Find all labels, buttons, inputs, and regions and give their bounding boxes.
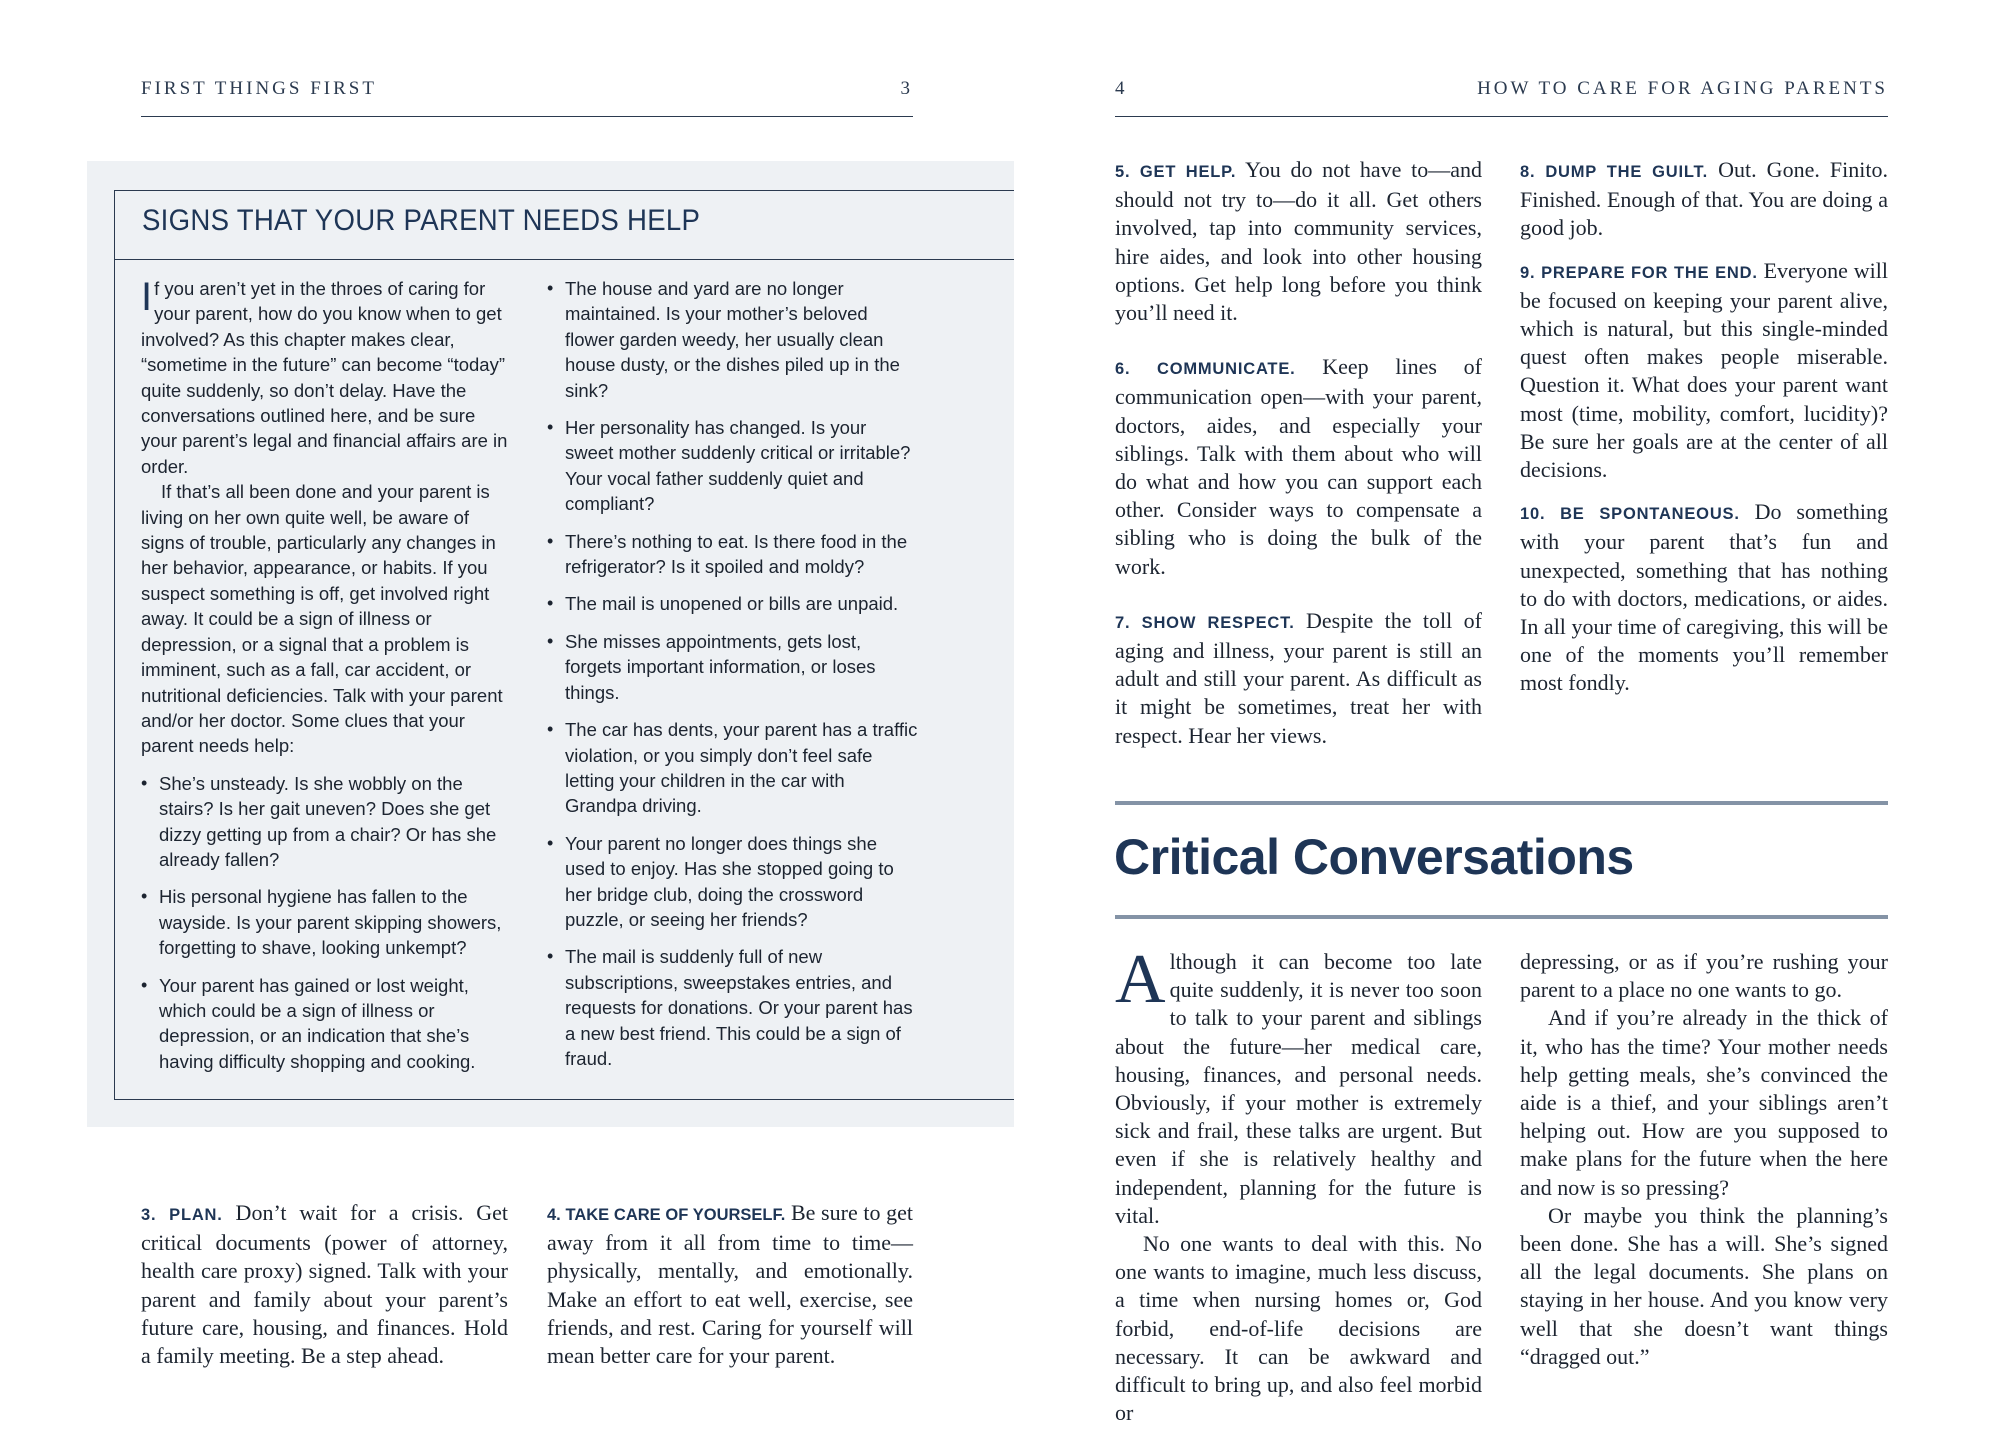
item-10-lead: 10. BE SPONTANEOUS.: [1520, 505, 1740, 524]
item-4-lead: 4. TAKE CARE OF YOURSELF.: [547, 1206, 786, 1224]
sidebar-bullet-list-2: [547, 276, 919, 1071]
section-paragraph-2-continued: depressing, or as if you’re rushing your parent to a place no one wants to go.: [1520, 949, 1888, 1003]
item-5-lead: 5. GET HELP.: [1115, 163, 1237, 181]
item-3-paragraph: [141, 1199, 508, 1370]
left-running-title: FIRST THINGS FIRST: [141, 78, 377, 99]
right-page-number: 4: [1115, 78, 1128, 99]
list-item: • The car has dents, your parent has a traffic violation, or you simply don’t feel safe letting your children in the car with Grandpa driving.: [547, 719, 918, 817]
sidebar-column-1: [141, 276, 511, 1086]
item-10-paragraph: [1520, 498, 1888, 697]
item-6-paragraph: [1115, 353, 1482, 581]
section-rule-bottom: [1115, 915, 1888, 919]
item-3-text: Don’t wait for a crisis. Get critical documents (power of attorney, health care proxy) signed. Talk with your parent and family about your parent’s future care, housing, and finances. Hold a family meeting. Be a step ahead.: [141, 1200, 508, 1369]
bullet-icon: •: [141, 772, 148, 793]
bullet-icon: •: [141, 974, 148, 995]
section-dropcap: A: [1115, 941, 1166, 1018]
item-9-text: Everyone will be focused on keeping your parent alive, which is natural, but this single-minded quest often makes people miserable. Question it. What does your parent want most (time, mobility, comfort, lucidity)? Be sure her goals are at the center of all decisions.: [1520, 257, 1888, 483]
item-8-paragraph: [1520, 156, 1888, 243]
list-item: • She misses appointments, gets lost, forgets important information, or loses things.: [547, 630, 876, 703]
section-paragraph-1: Although it can become too late quite suddenly, it is never too soon to talk to your parent and siblings about the future—her medical care, housing, finances, and personal needs. Obviously, if your mother is extremely sick and frail, these talks are urgent. But even if she is relatively healthy and independent, planning for the future is vital.: [1115, 941, 1482, 1228]
item-7-paragraph: [1115, 607, 1482, 750]
list-item: • The mail is suddenly full of new subscriptions, sweepstakes entries, and requests for donations. Or your parent has a new best friend. This could be a sign of fraud.: [547, 946, 913, 1069]
item-10-text: Do something with your parent that’s fun and unexpected, something that has nothing to do with doctors, medications, or aides. In all your time of caregiving, this will be one of the moments you’ll remember most fondly.: [1520, 499, 1888, 696]
bullet-icon: •: [547, 719, 554, 740]
item-5-paragraph: [1115, 156, 1482, 327]
list-item: • There’s nothing to eat. Is there food in the refrigerator? Is it spoiled and moldy?: [547, 530, 908, 578]
items-8-10-column: [1520, 156, 1888, 712]
item-5-text: You do not have to—and should not try to—do it all. Get others involved, tap into community services, hire aides, and look into other housing options. Get help long before you think you’ll need it.: [1115, 157, 1482, 326]
section-paragraph-3: And if you’re already in the thick of it, who has the time? Your mother needs help getting meals, she’s convinced the aide is a thief, and your siblings aren’t helping out. How are you supposed to make plans for the future when the here and now is so pressing?: [1520, 1005, 1888, 1200]
left-page-number: 3: [900, 78, 913, 99]
item-3-column: [141, 1199, 508, 1384]
item-7-lead: 7. SHOW RESPECT.: [1115, 613, 1295, 632]
item-4-text: Be sure to get away from it all from time to time—physically, mentally, and emotionally. Make an effort to eat well, exercise, see friends, and rest. Caring for yourself will mean better care for your parent.: [547, 1200, 913, 1369]
sidebar-bullet-list-1: [141, 771, 511, 1074]
list-item: • Her personality has changed. Is your sweet mother suddenly critical or irritable? Your vocal father suddenly quiet and compliant?: [547, 417, 911, 515]
bullet-icon: •: [547, 278, 554, 298]
list-item: • She’s unsteady. Is she wobbly on the stairs? Is her gait uneven? Does she get dizzy getting up from a chair? Or has she already fallen?: [141, 772, 497, 870]
list-item: • His personal hygiene has fallen to the wayside. Is your parent skipping showers, forgetting to shave, looking unkempt?: [141, 886, 502, 959]
sidebar-dropcap: I: [141, 275, 153, 319]
bullet-icon: •: [547, 630, 554, 651]
item-6-text: Keep lines of communication open—with your parent, doctors, aides, and especially your siblings. Talk with them about who will do what and how you can support each other. Consider ways to compensate a sibling who is doing the bulk of the work.: [1115, 354, 1483, 579]
items-5-7-column: [1115, 156, 1482, 764]
item-7-text: Despite the toll of aging and illness, your parent is still an adult and still your parent. As difficult as it might be sometimes, treat her with respect. Hear her views.: [1115, 607, 1483, 748]
item-8-text: Out. Gone. Finito. Finished. Enough of that. You are doing a good job.: [1520, 157, 1888, 241]
item-3-lead: 3. PLAN.: [141, 1206, 223, 1224]
item-9-paragraph: [1520, 257, 1888, 485]
section-rule-top: [1115, 801, 1888, 805]
left-running-head: [141, 78, 913, 117]
sidebar-column-2: [547, 276, 919, 1083]
bullet-icon: •: [547, 593, 554, 614]
sidebar-intro-paragraph: If you aren’t yet in the throes of caring for your parent, how do you know when to get involved? As this chapter makes clear, “sometime in the future” can become “today” quite suddenly, so don’t delay. Have the conversations outlined here, and be sure your parent’s legal and financial affairs are in order.: [141, 275, 508, 477]
item-4-column: [547, 1199, 913, 1384]
bullet-icon: •: [547, 417, 554, 438]
list-item: • Your parent no longer does things she used to enjoy. Has she stopped going to her bridge club, doing the crossword puzzle, or seeing her friends?: [547, 832, 894, 930]
item-8-lead: 8. DUMP THE GUILT.: [1520, 163, 1708, 181]
sidebar-title: SIGNS THAT YOUR PARENT NEEDS HELP: [142, 204, 701, 237]
right-running-title: HOW TO CARE FOR AGING PARENTS: [1477, 78, 1888, 99]
list-item: • Your parent has gained or lost weight, which could be a sign of illness or depression, or an indication that she’s having difficulty shopping and cooking.: [141, 974, 476, 1072]
item-4-paragraph: [547, 1199, 913, 1370]
item-6-lead: 6. COMMUNICATE.: [1115, 360, 1296, 379]
section-paragraph-4: Or maybe you think the planning’s been done. She has a will. She’s signed all the legal documents. She plans on staying in her house. And you know very well that she doesn’t want things “dragged out.”: [1520, 1202, 1888, 1369]
sidebar-divider: [114, 259, 1014, 260]
bullet-icon: •: [141, 886, 148, 907]
item-9-lead: 9. PREPARE FOR THE END.: [1520, 263, 1758, 282]
bullet-icon: •: [547, 530, 554, 551]
list-item: • The house and yard are no longer maintained. Is your mother’s beloved flower garden weedy, her usually clean house dusty, or the dishes piled up in the sink?: [547, 278, 900, 401]
list-item: • The mail is unopened or bills are unpaid.: [547, 591, 919, 616]
bullet-icon: •: [547, 832, 554, 853]
section-column-1: [1115, 941, 1482, 1427]
right-running-head: [1115, 78, 1888, 117]
sidebar-paragraph-2: If that’s all been done and your parent is living on her own quite well, be aware of signs of trouble, particularly any changes in her behavior, appearance, or habits. If you suspect something is off, get involved right away. It could be a sign of illness or depression, or a signal that a problem is imminent, such as a fall, car accident, or nutritional deficiencies. Talk with your parent and/or her doctor. Some clues that your parent needs help:: [141, 481, 503, 757]
section-title: Critical Conversations: [1114, 829, 1634, 885]
bullet-icon: •: [547, 946, 554, 967]
section-paragraph-2: No one wants to deal with this. No one wants to imagine, much less discuss, a time when nursing homes or, God forbid, end-of-life decisions are necessary. It can be awkward and difficult to bring up, and also feel morbid or: [1115, 1231, 1482, 1426]
section-column-2: [1520, 948, 1888, 1371]
